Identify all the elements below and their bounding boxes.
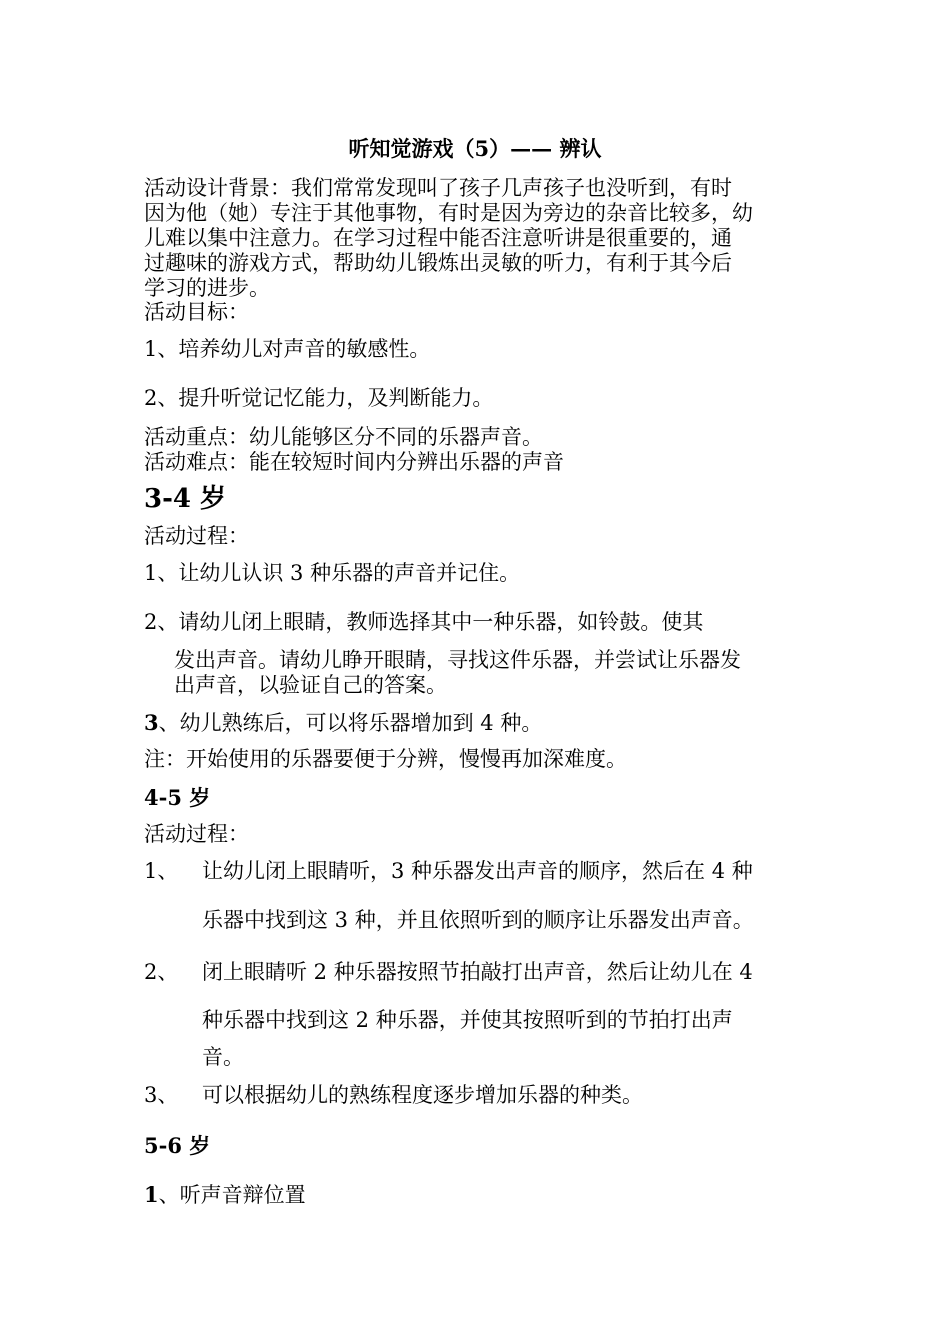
background-line-5: 学习的进步。 [144, 276, 270, 300]
item-1-number: 1、 [144, 859, 179, 883]
item-3-number: 3、 [144, 1083, 179, 1107]
item-1-5-6-number: 1 [144, 1182, 159, 1207]
difficulty-text: 活动难点：能在较短时间内分辨出乐器的声音 [144, 450, 564, 474]
background-line-1: 活动设计背景：我们常常发现叫了孩子几声孩子也没听到，有时 [144, 176, 732, 200]
step-2-line-3: 出声音，以验证自己的答案。 [174, 673, 447, 697]
step-1-3-4: 1、让幼儿认识 3 种乐器的声音并记住。 [144, 561, 521, 585]
step-3-3-4 [144, 710, 542, 736]
background-line-2: 因为他（她）专注于其他事物，有时是因为旁边的杂音比较多，幼 [144, 201, 753, 225]
note-text: 注：开始使用的乐器要便于分辨，慢慢再加深难度。 [144, 747, 627, 771]
item-1-5-6-text: 、听声音辩位置 [158, 1183, 306, 1207]
item-1-line-2: 乐器中找到这 3 种，并且依照听到的顺序让乐器发出声音。 [202, 908, 754, 932]
age-heading-4-5: 4-5 岁 [144, 785, 211, 810]
item-2-line-2: 种乐器中找到这 2 种乐器，并使其按照听到的节拍打出声 [202, 1008, 733, 1032]
item-1-line-1: 让幼儿闭上眼睛听，3 种乐器发出声音的顺序，然后在 4 种 [202, 859, 753, 883]
item-3-line-1: 可以根据幼儿的熟练程度逐步增加乐器的种类。 [202, 1083, 643, 1107]
step-2-line-2: 发出声音。请幼儿睁开眼睛，寻找这件乐器，并尝试让乐器发 [174, 648, 741, 672]
age-heading-3-4: 3-4 岁 [144, 484, 227, 514]
goal-item-1: 1、培养幼儿对声音的敏感性。 [144, 337, 431, 361]
step-3-number: 3 [144, 710, 159, 735]
item-1-5-6 [144, 1182, 306, 1208]
item-2-line-3: 音。 [202, 1045, 244, 1069]
item-2-number: 2、 [144, 960, 179, 984]
age-heading-5-6: 5-6 岁 [144, 1133, 211, 1158]
goal-item-2: 2、提升听觉记忆能力，及判断能力。 [144, 386, 494, 410]
step-3-text: 、幼儿熟练后，可以将乐器增加到 4 种。 [158, 711, 543, 735]
process-heading-3-4: 活动过程： [144, 524, 249, 548]
background-line-4: 过趣味的游戏方式，帮助幼儿锻炼出灵敏的听力，有利于其今后 [144, 251, 732, 275]
process-heading-4-5: 活动过程： [144, 822, 249, 846]
background-line-3: 儿难以集中注意力。在学习过程中能否注意听讲是很重要的，通 [144, 226, 732, 250]
focus-text: 活动重点：幼儿能够区分不同的乐器声音。 [144, 425, 543, 449]
item-2-line-1: 闭上眼睛听 2 种乐器按照节拍敲打出声音，然后让幼儿在 4 [202, 960, 753, 984]
document-title: 听知觉游戏（5）—— 辨认 [348, 136, 602, 161]
step-2-line-1: 2、请幼儿闭上眼睛，教师选择其中一种乐器，如铃鼓。使其 [144, 610, 704, 634]
goals-heading: 活动目标： [144, 300, 249, 324]
